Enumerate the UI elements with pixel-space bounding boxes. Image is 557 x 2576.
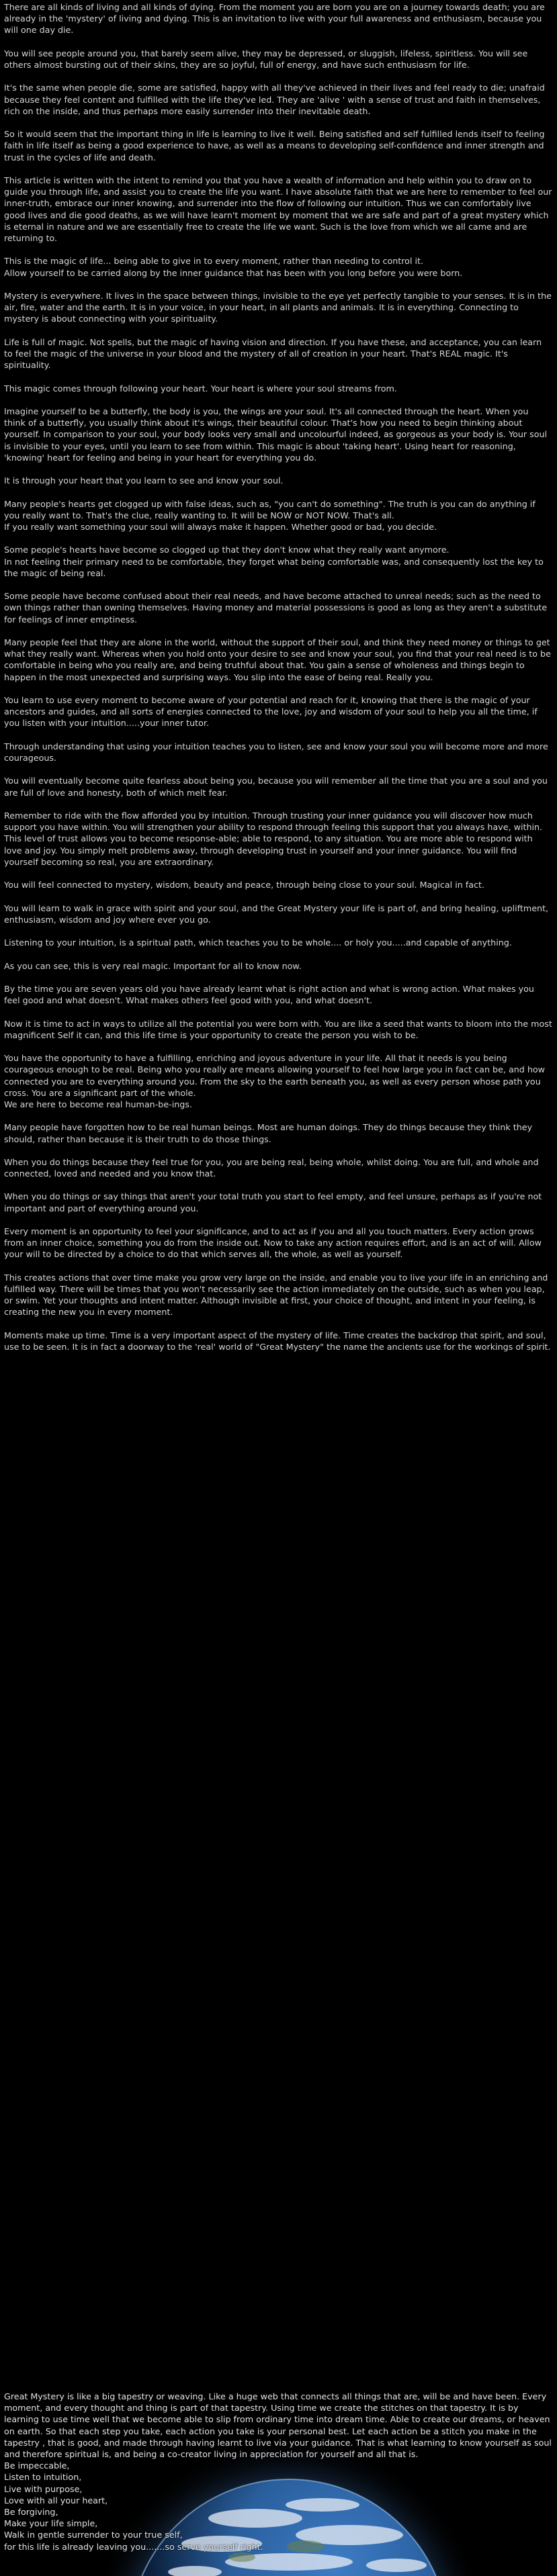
article-paragraph: As you can see, this is very real magic. Important for all to know now. — [4, 960, 302, 971]
article-paragraph: Remember to ride with the flow afforded you by intuition. Through trusting your inner guidance you will discover how much support you have within. You will strengthen your ability to respond through feeling this support that you always have, within. This level of trust allows you to become response-able; able to respond, to any situation. You are more able to respond with love and joy. You simply melt problems away, through developing trust in yourself and your inner guidance. You will find yourself becoming so real, you are extraordinary. — [4, 810, 543, 867]
article-paragraph: Life is full of magic. Not spells, but the magic of having vision and direction. If you have these, and acceptance, you can learn to feel the magic of the universe in your blood and the mystery of all of creation in your heart. That's REAL magic. It's spirituality. — [4, 336, 542, 371]
article-paragraph: You have the opportunity to have a fulfilling, enriching and joyous adventure in your life. All that it needs is you being courageous enough to be real. Being who you really are means allowing yourself to feel how large you in fact can be, and how connected you are to everything around you. From the sky to the earth beneath you, as well as every person whose path you cross. You are a significant part of the whole. We are here to become real human-be-ings. — [4, 1053, 546, 1109]
article-paragraph: You will feel connected to mystery, wisdom, beauty and peace, through being close to your soul. Magical in fact. — [4, 880, 485, 890]
article-paragraph: You will learn to walk in grace with spirit and your soul, and the Great Mystery your life is part of, and bring healing, upliftment, enthusiasm, wisdom and joy where ever you go. — [4, 903, 549, 925]
article-paragraph: Moments make up time. Time is a very important aspect of the mystery of life. Time creates the backdrop that spirit, and soul, use to be seen. It is in fact a doorway to the 'real' world of "Great Mystery" the name the ancients use for the workings of spirit. — [4, 1330, 551, 1352]
article-paragraph: By the time you are seven years old you have already learnt what is right action and what is wrong action. What makes you feel good and what doesn't. What makes others feel good with you, and what doesn't. — [4, 983, 534, 1006]
article-paragraph: This is the magic of life... being able to give in to every moment, rather than needing to control it. Allow yourself to be carried along by the inner guidance that has been with you long before you were born. — [4, 256, 463, 278]
article-body — [4, 1, 552, 1364]
article-paragraph: It's the same when people die, some are satisfied, happy with all they've achieved in their lives and feel ready to die; unafraid because they feel content and fulfilled with the life they've led. They are 'alive ' with a sense of trust and faith in themselves, rich on the inside, and thus perhaps more easily surrender into their inevitable death. — [4, 83, 545, 116]
article-paragraph: Through understanding that using your intuition teaches you to listen, see and know your soul you will become more and more courageous. — [4, 741, 548, 763]
article-paragraph: This article is written with the intent to remind you that you have a wealth of information and help within you to draw on to guide you through life, and assist you to create the life you want. I have absolute faith that we are here to remember to feel our inner-truth, embrace our inner knowing, and surrender into the flow of following our intuition. Thus we can comfortably live good lives and die good deaths, as we will have learn't moment by moment that we are safe and part of a great mystery which is eternal in nature and we are essentially free to create the life we want. Such is the love from which we all came and are returning to. — [4, 175, 552, 243]
article-paragraph: Some people's hearts have become so clogged up that they don't know what they really want anymore. In not feeling their primary need to be comfortable, they forget what being comfortable was, and consequently lost the key to the magic of being real. — [4, 545, 544, 578]
article-paragraph: When you do things because they feel true for you, you are being real, being whole, whilst doing. You are full, and whole and connected, loved and needed and you know that. — [4, 1156, 539, 1179]
article-paragraph: Many people feel that they are alone in the world, without the support of their soul, and think they need money or things to get what they really want. Whereas when you hold onto your desire to see and know your soul, you find that your real need is to be comfortable in being who you really are, and being truthful about that. You gain a sense of wholeness and things begin to happen in the most unexpected and surprising ways. You slip into the ease of being real. Really you. — [4, 637, 551, 682]
closing-paragraph: Great Mystery is like a big tapestry or weaving. Like a huge web that connects all things that are, will be and have been. Every moment, and every thought and thing is part of that tapestry. Using time we create the stitches on that tapestry. It is by learning to use time well that we become able to slip from ordinary time into dream time. Able to create our dreams, or heaven on earth. So that each step you take, each action you take is your personal best. Let each action be a stitch you make in the tapestry , that is good, and made through having learnt to live via your guidance. That is what learning to know yourself as soul and therefore spiritual is, and being a co-creator living in appreciation for yourself and all that is. Be impeccable, Listen to intuition, Live with purpose, Love with all your heart, Be forgiving, Make your life simple, Walk in gentle surrender to your true self, for this life is already leaving you.......so serve yourself right. — [4, 2391, 552, 2552]
article-paragraph: Many people's hearts get clogged up with false ideas, such as, "you can't do something". The truth is you can do anything if you really want to. That's the clue, really wanting to. It will be NOW or NOT NOW. That's all. If you really want something your soul will always make it happen. Whether good or bad, you decide. — [4, 498, 535, 532]
article-paragraph: Listening to your intuition, is a spiritual path, which teaches you to be whole.... or holy you.....and capable of anything. — [4, 937, 512, 948]
article-paragraph: Some people have become confused about their real needs, and have become attached to unreal needs; such as the need to own things rather than owning themselves. Having money and material possessions is good as long as they aren't a substitute for feelings of inner emptiness. — [4, 591, 548, 625]
article-paragraph: So it would seem that the important thing in life is learning to live it well. Being satisfied and self fulfilled lends itself to feeling faith in life itself as being a good experience to have, as well as a means to developing self-confidence and inner strength and trust in the cycles of life and death. — [4, 129, 545, 163]
article-paragraph: Imagine yourself to be a butterfly, the body is you, the wings are your soul. It's all connected through the heart. When you think of a butterfly, you usually think about it's wings, their beautiful colour. That's how you need to begin thinking about yourself. In comparison to your soul, your body looks very small and uncolourful indeed, as gorgeous as your body is. Your soul is invisible to your eyes, until you learn to see from within. This magic is about 'taking heart'. Using heart for reasoning, 'knowing' heart for feeling and being in your heart for everything you do. — [4, 406, 548, 463]
article-paragraph: Many people have forgotten how to be real human beings. Most are human doings. They do things because they think they should, rather than because it is their truth to do those things. — [4, 1122, 533, 1144]
article-paragraph: Mystery is everywhere. It lives in the space between things, invisible to the eye yet perfectly tangible to your senses. It is in the air, fire, water and the earth. It is in your voice, in your heart, in all plants and animals. It is in everything. Connecting to mystery is about connecting with your spirituality. — [4, 290, 552, 324]
article-paragraph: Every moment is an opportunity to feel your significance, and to act as if you and all you touch matters. Every action grows from an inner choice, something you do from the inside out. Now to take any action requires effort, and is an act of will. Allow your will to be directed by a choice to do that which serves all, the whole, as well as yourself. — [4, 1226, 542, 1260]
article-paragraph: There are all kinds of living and all kinds of dying. From the moment you are born you are on a journey towards death; you are already in the 'mystery' of living and dying. This is an invitation to live with your full awareness and enthusiasm, because you will one day die. — [4, 2, 545, 36]
article-paragraph: You will see people around you, that barely seem alive, they may be depressed, or sluggish, lifeless, spiritless. You will see others almost bursting out of their skins, they are so joyful, full of energy, and have such enthusiasm for life. — [4, 48, 528, 70]
article-paragraph: It is through your heart that you learn to see and know your soul. — [4, 475, 284, 486]
article-paragraph: You will eventually become quite fearless about being you, because you will remember all the time that you are a soul and you are full of love and honesty, both of which melt fear. — [4, 776, 548, 798]
article-paragraph: Now it is time to act in ways to utilize all the potential you were born with. You are like a seed that wants to bloom into the most magnificent Self it can, and this life time is your opportunity to create the person you wish to be. — [4, 1018, 552, 1040]
article-paragraph: This creates actions that over time make you grow very large on the inside, and enable you to live your life in an enriching and fulfilled way. There will be times that you won't necessarily see the action immediately on the outside, such as when you leap, or swim. Yet your thoughts and intent matter. Although invisible at first, your choice of thought, and intent in your feeling, is creating the new you in every moment. — [4, 1272, 548, 1318]
article-paragraph: This magic comes through following your heart. Your heart is where your soul streams from. — [4, 383, 397, 394]
article-paragraph: When you do things or say things that aren't your total truth you start to feel empty, and feel unsure, perhaps as if you're not important and part of everything around you. — [4, 1191, 542, 1213]
article-paragraph: You learn to use every moment to become aware of your potential and reach for it, knowing that there is the magic of your ancestors and guides, and all sorts of energies connected to the love, joy and wisdom of your soul to help you all the time, if you listen with your intuition.....your inner tutor. — [4, 694, 538, 729]
